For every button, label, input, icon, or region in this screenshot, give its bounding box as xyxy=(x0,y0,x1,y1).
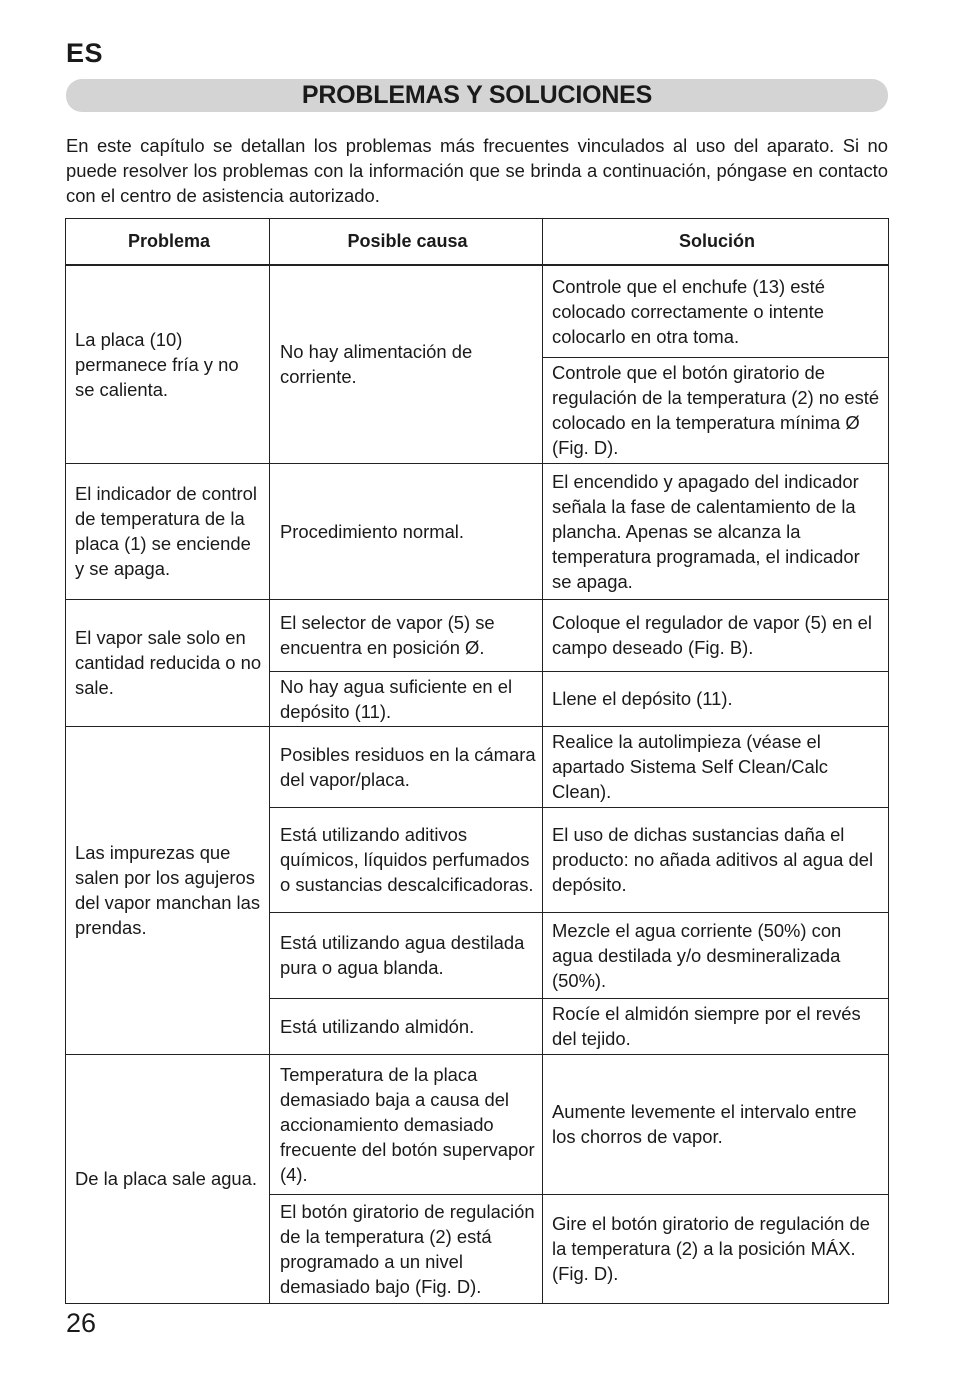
table-row xyxy=(66,463,889,599)
cause-cell: El botón giratorio de regulación de la temperatura (2) está programado a un nivel demasiado bajo (Fig. D). xyxy=(270,1194,543,1303)
table-row xyxy=(66,1054,889,1194)
problem-cell: De la placa sale agua. xyxy=(66,1054,270,1303)
table-row xyxy=(66,726,889,807)
header-solution: Solución xyxy=(543,219,889,266)
solution-cell: Rocíe el almidón siempre por el revés del tejido. xyxy=(543,998,889,1054)
solution-cell: Mezcle el agua corriente (50%) con agua destilada y/o desmineralizada (50%). xyxy=(543,912,889,998)
header-problem: Problema xyxy=(66,219,270,266)
cause-cell: No hay agua suficiente en el depósito (11). xyxy=(270,671,543,726)
solution-cell: El uso de dichas sustancias daña el producto: no añada aditivos al agua del depósito. xyxy=(543,807,889,912)
table-header-row xyxy=(66,219,889,266)
problem-cell: Las impurezas que salen por los agujeros del vapor manchan las prendas. xyxy=(66,726,270,1054)
solution-cell: El encendido y apagado del indicador señala la fase de calentamiento de la plancha. Apenas se alcanza la temperatura programada, el indicador se apaga. xyxy=(543,463,889,599)
solution-cell: Llene el depósito (11). xyxy=(543,671,889,726)
cause-cell: Posibles residuos en la cámara del vapor/placa. xyxy=(270,726,543,807)
solution-cell: Coloque el regulador de vapor (5) en el campo deseado (Fig. B). xyxy=(543,599,889,671)
troubleshooting-table xyxy=(65,218,889,1304)
cause-cell: Está utilizando almidón. xyxy=(270,998,543,1054)
page-number: 26 xyxy=(66,1308,97,1338)
solution-cell: Aumente levemente el intervalo entre los chorros de vapor. xyxy=(543,1054,889,1194)
language-code: ES xyxy=(66,38,104,68)
cause-cell: Procedimiento normal. xyxy=(270,463,543,599)
problem-cell: El indicador de control de temperatura de la placa (1) se enciende y se apaga. xyxy=(66,463,270,599)
cause-cell: No hay alimentación de corriente. xyxy=(270,265,543,463)
cause-cell: El selector de vapor (5) se encuentra en posición Ø. xyxy=(270,599,543,671)
table-row xyxy=(66,599,889,671)
solution-cell: Controle que el botón giratorio de regulación de la temperatura (2) no esté colocado en la temperatura mínima Ø (Fig. D). xyxy=(543,357,889,463)
intro-paragraph: En este capítulo se detallan los problemas más frecuentes vinculados al uso del aparato. Si no puede resolver los problemas con la información que se brinda a continuación, póngase en contacto con el centro de asistencia autorizado. xyxy=(66,135,888,206)
problem-cell: La placa (10) permanece fría y no se calienta. xyxy=(66,265,270,463)
table-row xyxy=(66,265,889,357)
problem-cell: El vapor sale solo en cantidad reducida o no sale. xyxy=(66,599,270,726)
page-title: PROBLEMAS Y SOLUCIONES xyxy=(301,81,653,109)
solution-cell: Controle que el enchufe (13) esté colocado correctamente o intente colocarlo en otra toma. xyxy=(543,265,889,357)
solution-cell: Realice la autolimpieza (véase el apartado Sistema Self Clean/Calc Clean). xyxy=(543,726,889,807)
cause-cell: Temperatura de la placa demasiado baja a causa del accionamiento demasiado frecuente del botón supervapor (4). xyxy=(270,1054,543,1194)
header-cause: Posible causa xyxy=(270,219,543,266)
section-title-bar xyxy=(66,79,888,112)
cause-cell: Está utilizando agua destilada pura o agua blanda. xyxy=(270,912,543,998)
cause-cell: Está utilizando aditivos químicos, líquidos perfumados o sustancias descalcificadoras. xyxy=(270,807,543,912)
solution-cell: Gire el botón giratorio de regulación de la temperatura (2) a la posición MÁX. (Fig. D). xyxy=(543,1194,889,1303)
